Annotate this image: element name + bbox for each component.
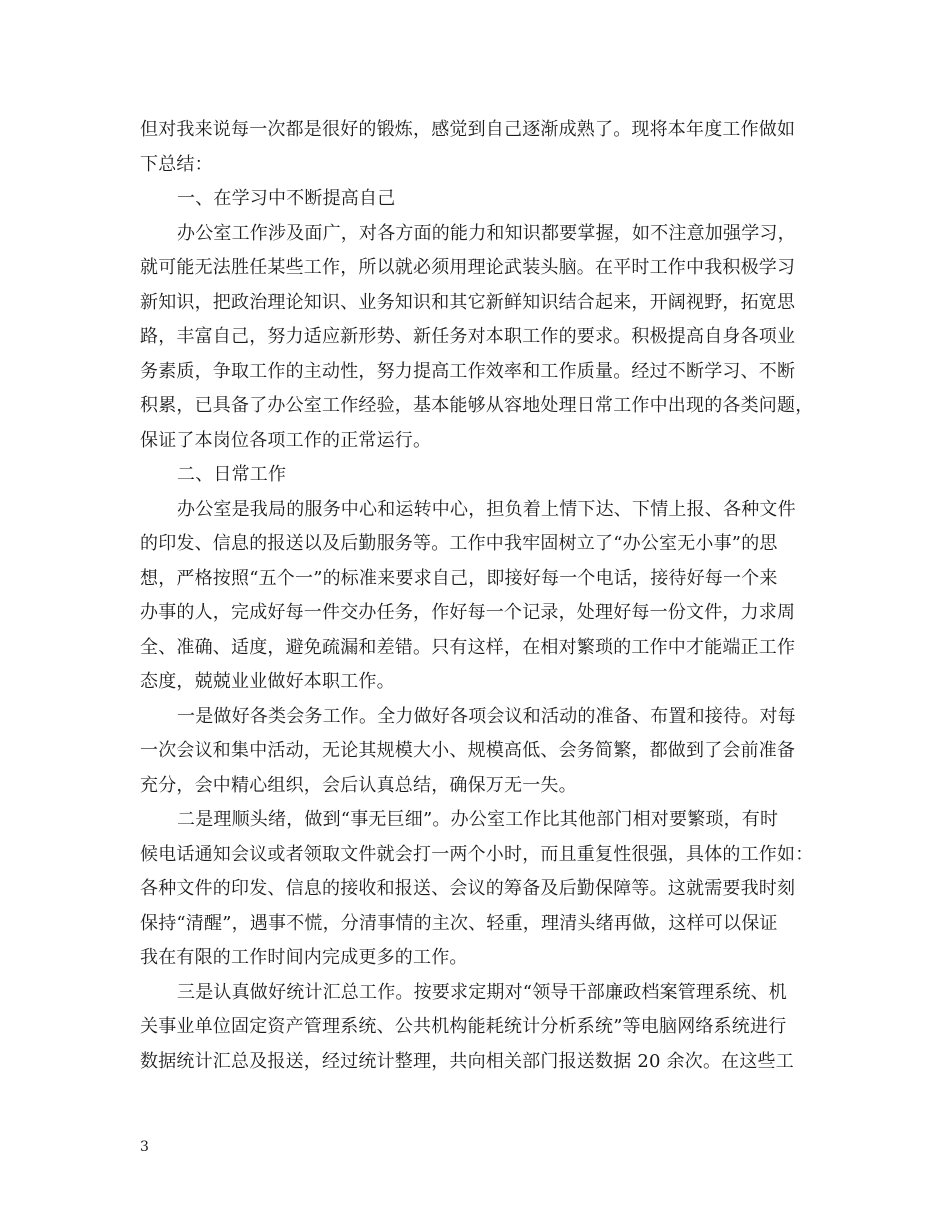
text-line: 办事的人，完成好每一件交办任务，作好每一个记录，处理好每一份文件，力求周: [140, 602, 796, 623]
text-line: 新知识，把政治理论知识、业务知识和其它新鲜知识结合起来，开阔视野，拓宽思: [140, 291, 796, 313]
text-line: 的印发、信息的报送以及后勤服务等。工作中我牢固树立了“办公室无小事”的思: [140, 533, 778, 554]
section-heading: 一、在学习中不断提高自己: [177, 188, 396, 209]
text-line: 路，丰富自己，努力适应新形势、新任务对本职工作的要求。积极提高自身各项业: [140, 326, 796, 347]
page-number: 3: [140, 1139, 149, 1155]
text-line: 态度，兢兢业业做好本职工作。: [140, 671, 395, 692]
text-line: 但对我来说每一次都是很好的锻炼，感觉到自己逐渐成熟了。现将本年度工作做如: [140, 119, 796, 140]
text-line: 保持“清醒”，遇事不慌，分清事情的主次、轻重，理清头绪再做，这样可以保证: [140, 912, 778, 934]
paragraph-first-line: 一是做好各类会务工作。全力做好各项会议和活动的准备、布置和接待。对每: [177, 705, 796, 727]
text-line: 下总结：: [140, 153, 213, 175]
paragraph-first-line: 三是认真做好统计汇总工作。按要求定期对“领导干部廉政档案管理系统、机: [177, 981, 787, 1003]
document-body: [140, 113, 816, 1079]
paragraph-first-line: 办公室工作涉及面广，对各方面的能力和知识都要掌握，如不注意加强学习，: [177, 222, 796, 244]
paragraph-first-line: 二是理顺头绪，做到“事无巨细”。办公室工作比其他部门相对要繁琐，有时: [177, 809, 779, 830]
paragraph-first-line: 办公室是我局的服务中心和运转中心，担负着上情下达、下情上报、各种文件: [177, 498, 796, 520]
text-line: 候电话通知会议或者领取文件就会打一两个小时，而且重复性很强，具体的工作如：: [140, 843, 814, 865]
section-heading: 二、日常工作: [177, 464, 287, 485]
text-line: 数据统计汇总及报送，经过统计整理，共向相关部门报送数据 20 余次。在这些工: [140, 1050, 794, 1072]
text-line: 保证了本岗位各项工作的正常运行。: [140, 429, 432, 451]
text-line: 充分，会中精心组织，会后认真总结，确保万无一失。: [140, 774, 577, 796]
text-line: 积累，已具备了办公室工作经验，基本能够从容地处理日常工作中出现的各类问题，: [140, 395, 814, 416]
text-line: 务素质，争取工作的主动性，努力提高工作效率和工作质量。经过不断学习、不断: [140, 360, 796, 382]
text-line: 我在有限的工作时间内完成更多的工作。: [140, 947, 468, 968]
text-line: 关事业单位固定资产管理系统、公共机构能耗统计分析系统”等电脑网络系统进行: [140, 1016, 787, 1037]
text-line: 想，严格按照“五个一”的标准来要求自己，即接好每一个电话，接待好每一个来: [140, 567, 778, 589]
text-line: 各种文件的印发、信息的接收和报送、会议的筹备及后勤保障等。这就需要我时刻: [140, 878, 796, 899]
text-line: 就可能无法胜任某些工作，所以就必须用理论武装头脑。在平时工作中我积极学习: [140, 257, 796, 278]
text-line: 一次会议和集中活动，无论其规模大小、规模高低、会务简繁，都做到了会前准备: [140, 740, 796, 761]
text-line: 全、准确、适度，避免疏漏和差错。只有这样，在相对繁琐的工作中才能端正工作: [140, 636, 796, 658]
